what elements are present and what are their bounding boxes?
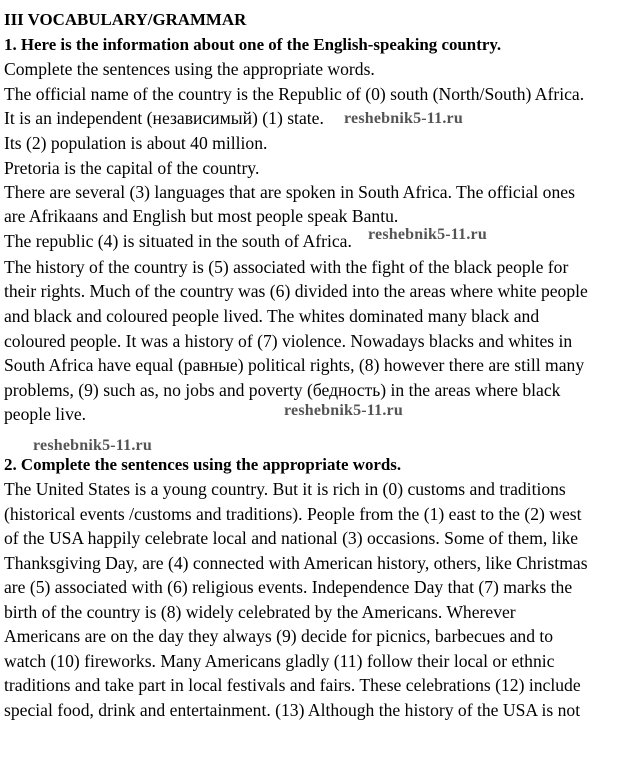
exercise-1-line: people live. — [4, 404, 87, 424]
watermark: reshebnik5-11.ru — [33, 437, 152, 454]
exercise-1-line: Its (2) population is about 40 million. — [4, 133, 268, 153]
exercise-1-line: The history of the country is (5) associated with the fight of the black people for — [4, 257, 569, 277]
section-heading: III VOCABULARY/GRAMMAR — [4, 10, 247, 29]
exercise-1-line: Pretoria is the capital of the country. — [4, 158, 260, 178]
exercise-2-line: The United States is a young country. But it is rich in (0) customs and traditions — [4, 479, 566, 499]
exercise-1-line: There are several (3) languages that are spoken in South Africa. The official ones — [4, 182, 575, 202]
exercise-1-line: and black and coloured people lived. The whites dominated many black and — [4, 306, 540, 326]
exercise-2-line: traditions and take part in local festivals and fairs. These celebrations (12) include — [4, 675, 581, 695]
exercise-2-line: birth of the country is (8) widely celebrated by the Americans. Wherever — [4, 602, 516, 622]
exercise-1-title: 1. Here is the information about one of the English-speaking country. — [4, 35, 502, 54]
exercise-2-line: (historical events /customs and traditions). People from the (1) east to the (2) west — [4, 504, 582, 524]
exercise-2-line: Americans are on the day they always (9) decide for picnics, barbecues and to — [4, 626, 554, 646]
exercise-2-title: 2. Complete the sentences using the appropriate words. — [4, 455, 402, 474]
exercise-2-line: of the USA happily celebrate local and national (3) occasions. Some of them, like — [4, 528, 579, 548]
exercise-2-line: are (5) associated with (6) religious events. Independence Day that (7) marks the — [4, 577, 573, 597]
exercise-1-line: Complete the sentences using the appropriate words. — [4, 59, 375, 79]
exercise-1-line: problems, (9) such as, no jobs and poverty (бедность) in the areas where black — [4, 380, 561, 400]
exercise-1-line: It is an independent (независимый) (1) state. — [4, 108, 324, 128]
exercise-2-line: special food, drink and entertainment. (13) Although the history of the USA is not — [4, 700, 581, 720]
exercise-1-line: are Afrikaans and English but most people speak Bantu. — [4, 206, 399, 226]
exercise-1-line: their rights. Much of the country was (6) divided into the areas where white people — [4, 281, 588, 301]
watermark: reshebnik5-11.ru — [284, 402, 403, 419]
watermark: reshebnik5-11.ru — [368, 226, 487, 243]
exercise-2-line: watch (10) fireworks. Many Americans gladly (11) follow their local or ethnic — [4, 651, 555, 671]
exercise-1-line: The official name of the country is the Republic of (0) south (North/South) Africa. — [4, 84, 585, 104]
exercise-2-line: Thanksgiving Day, are (4) connected with American history, others, like Christmas — [4, 553, 588, 573]
exercise-1-line: coloured people. It was a history of (7) violence. Nowadays blacks and whites in — [4, 331, 573, 351]
watermark: reshebnik5-11.ru — [344, 110, 463, 127]
exercise-1-line: South Africa have equal (равные) political rights, (8) however there are still many — [4, 355, 585, 375]
exercise-1-line: The republic (4) is situated in the south of Africa. — [4, 231, 352, 251]
